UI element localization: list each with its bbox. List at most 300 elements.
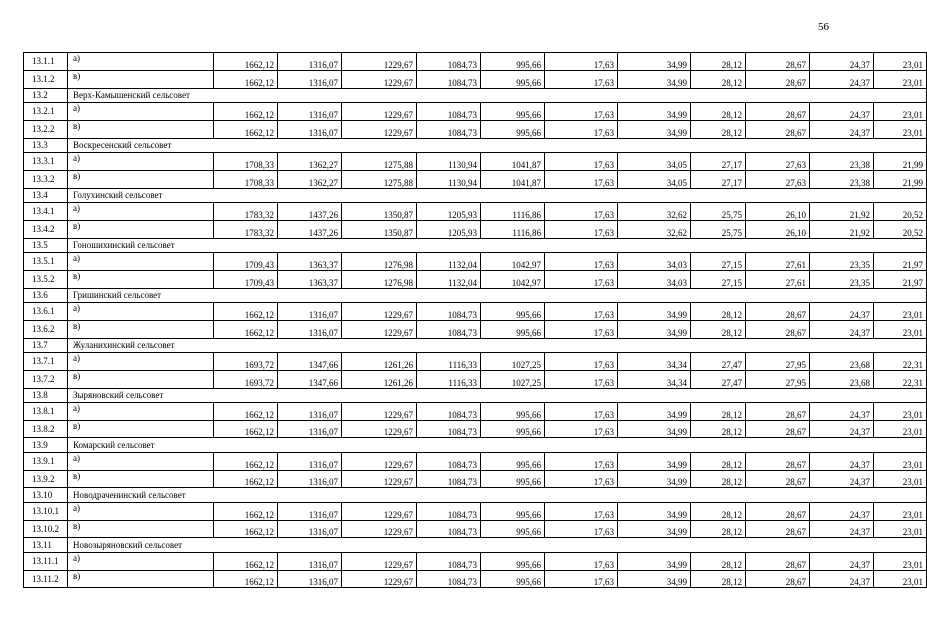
value-cell: 28,12 (691, 552, 746, 570)
value-cell: 26,10 (746, 220, 810, 238)
value-cell: 27,17 (691, 170, 746, 188)
value-cell: 1084,73 (417, 302, 481, 320)
value-cell: 1084,73 (417, 102, 481, 120)
section-title: Зыряновский сельсовет (68, 388, 927, 402)
row-code: 13.10.2 (24, 520, 68, 538)
section-title: Новозыряновский сельсовет (68, 538, 927, 552)
value-cell: 22,31 (874, 352, 927, 370)
value-cell: 1229,67 (342, 320, 417, 338)
row-code: 13.2.1 (24, 102, 68, 120)
value-cell: 995,66 (481, 102, 545, 120)
value-cell: 1084,73 (417, 470, 481, 488)
value-cell: 34,05 (618, 152, 691, 170)
value-cell: 20,52 (874, 220, 927, 238)
section-title: Жуланихинский сельсовет (68, 338, 927, 352)
value-cell: 28,12 (691, 420, 746, 438)
row-code: 13.9.1 (24, 452, 68, 470)
value-cell: 28,67 (746, 552, 810, 570)
value-cell: 28,67 (746, 120, 810, 138)
value-cell: 24,37 (810, 552, 874, 570)
value-cell: 1662,12 (214, 470, 278, 488)
value-cell: 26,10 (746, 202, 810, 220)
value-cell: 34,99 (618, 302, 691, 320)
row-label: в) (68, 420, 214, 438)
section-title: Голухинский сельсовет (68, 188, 927, 202)
value-cell: 23,68 (810, 370, 874, 388)
value-cell: 1316,07 (278, 420, 342, 438)
value-cell: 1116,33 (417, 370, 481, 388)
row-code: 13.4.1 (24, 202, 68, 220)
section-row (24, 88, 927, 102)
section-row (24, 288, 927, 302)
value-cell: 1693,72 (214, 352, 278, 370)
value-cell: 34,99 (618, 102, 691, 120)
value-cell: 1084,73 (417, 402, 481, 420)
row-label: в) (68, 570, 214, 588)
value-cell: 23,01 (874, 452, 927, 470)
value-cell: 32,62 (618, 202, 691, 220)
value-cell: 17,63 (545, 570, 618, 588)
table-row (24, 170, 927, 188)
value-cell: 1316,07 (278, 552, 342, 570)
value-cell: 34,05 (618, 170, 691, 188)
value-cell: 23,01 (874, 552, 927, 570)
table-row (24, 502, 927, 520)
value-cell: 22,31 (874, 370, 927, 388)
value-cell: 1229,67 (342, 420, 417, 438)
value-cell: 1130,94 (417, 170, 481, 188)
value-cell: 1316,07 (278, 320, 342, 338)
value-cell: 24,37 (810, 520, 874, 538)
value-cell: 34,99 (618, 452, 691, 470)
value-cell: 17,63 (545, 520, 618, 538)
row-code: 13.1.1 (24, 53, 68, 71)
table-row (24, 270, 927, 288)
value-cell: 1662,12 (214, 120, 278, 138)
row-code: 13.8.1 (24, 402, 68, 420)
value-cell: 28,12 (691, 570, 746, 588)
value-cell: 1316,07 (278, 302, 342, 320)
value-cell: 28,67 (746, 420, 810, 438)
value-cell: 1261,26 (342, 352, 417, 370)
value-cell: 23,01 (874, 102, 927, 120)
value-cell: 1662,12 (214, 320, 278, 338)
value-cell: 1316,07 (278, 70, 342, 88)
value-cell: 1662,12 (214, 502, 278, 520)
value-cell: 995,66 (481, 53, 545, 71)
row-code: 13.7.1 (24, 352, 68, 370)
section-title: Новодраченинский сельсовет (68, 488, 927, 502)
value-cell: 1261,26 (342, 370, 417, 388)
value-cell: 28,12 (691, 70, 746, 88)
value-cell: 21,92 (810, 202, 874, 220)
value-cell: 28,67 (746, 70, 810, 88)
value-cell: 17,63 (545, 302, 618, 320)
value-cell: 1662,12 (214, 53, 278, 71)
row-code: 13.11 (24, 538, 68, 552)
value-cell: 23,68 (810, 352, 874, 370)
section-title: Воскресенский сельсовет (68, 138, 927, 152)
value-cell: 34,99 (618, 470, 691, 488)
value-cell: 1084,73 (417, 520, 481, 538)
value-cell: 1662,12 (214, 552, 278, 570)
value-cell: 1229,67 (342, 102, 417, 120)
value-cell: 1229,67 (342, 53, 417, 71)
value-cell: 1316,07 (278, 520, 342, 538)
table-row (24, 53, 927, 71)
value-cell: 995,66 (481, 70, 545, 88)
value-cell: 1132,04 (417, 270, 481, 288)
section-row (24, 188, 927, 202)
value-cell: 24,37 (810, 420, 874, 438)
row-code: 13.6.2 (24, 320, 68, 338)
value-cell: 23,35 (810, 270, 874, 288)
value-cell: 1350,87 (342, 220, 417, 238)
value-cell: 24,37 (810, 70, 874, 88)
row-code: 13.3 (24, 138, 68, 152)
value-cell: 34,99 (618, 320, 691, 338)
row-label: а) (68, 302, 214, 320)
value-cell: 1205,93 (417, 220, 481, 238)
value-cell: 24,37 (810, 120, 874, 138)
value-cell: 23,01 (874, 420, 927, 438)
table-row (24, 570, 927, 588)
value-cell: 21,99 (874, 170, 927, 188)
value-cell: 23,01 (874, 502, 927, 520)
value-cell: 34,99 (618, 520, 691, 538)
value-cell: 1084,73 (417, 502, 481, 520)
section-row (24, 538, 927, 552)
value-cell: 995,66 (481, 120, 545, 138)
value-cell: 17,63 (545, 202, 618, 220)
value-cell: 34,99 (618, 70, 691, 88)
value-cell: 1709,43 (214, 252, 278, 270)
value-cell: 28,12 (691, 120, 746, 138)
value-cell: 24,37 (810, 302, 874, 320)
table-row (24, 520, 927, 538)
value-cell: 27,63 (746, 152, 810, 170)
value-cell: 23,01 (874, 570, 927, 588)
value-cell: 24,37 (810, 402, 874, 420)
section-row (24, 138, 927, 152)
value-cell: 1084,73 (417, 320, 481, 338)
row-code: 13.8.2 (24, 420, 68, 438)
value-cell: 34,99 (618, 420, 691, 438)
value-cell: 17,63 (545, 120, 618, 138)
value-cell: 1316,07 (278, 102, 342, 120)
row-label: в) (68, 520, 214, 538)
value-cell: 34,99 (618, 120, 691, 138)
value-cell: 995,66 (481, 402, 545, 420)
value-cell: 17,63 (545, 170, 618, 188)
table-row (24, 302, 927, 320)
value-cell: 1229,67 (342, 570, 417, 588)
value-cell: 1116,33 (417, 352, 481, 370)
value-cell: 995,66 (481, 452, 545, 470)
value-cell: 1229,67 (342, 302, 417, 320)
value-cell: 17,63 (545, 252, 618, 270)
value-cell: 17,63 (545, 70, 618, 88)
value-cell: 17,63 (545, 102, 618, 120)
value-cell: 24,37 (810, 570, 874, 588)
value-cell: 1275,88 (342, 152, 417, 170)
value-cell: 1693,72 (214, 370, 278, 388)
row-code: 13.7 (24, 338, 68, 352)
value-cell: 1041,87 (481, 170, 545, 188)
value-cell: 995,66 (481, 320, 545, 338)
row-code: 13.6.1 (24, 302, 68, 320)
row-label: в) (68, 170, 214, 188)
value-cell: 23,01 (874, 520, 927, 538)
value-cell: 1362,27 (278, 170, 342, 188)
row-label: а) (68, 452, 214, 470)
tariff-table (23, 52, 927, 588)
value-cell: 28,67 (746, 520, 810, 538)
table-row (24, 120, 927, 138)
value-cell: 23,01 (874, 320, 927, 338)
value-cell: 1362,27 (278, 152, 342, 170)
value-cell: 27,61 (746, 252, 810, 270)
row-label: в) (68, 270, 214, 288)
value-cell: 1316,07 (278, 402, 342, 420)
value-cell: 1205,93 (417, 202, 481, 220)
value-cell: 34,99 (618, 570, 691, 588)
value-cell: 17,63 (545, 552, 618, 570)
table-row (24, 102, 927, 120)
row-code: 13.11.1 (24, 552, 68, 570)
table-body (24, 53, 927, 588)
table-row (24, 70, 927, 88)
value-cell: 1662,12 (214, 520, 278, 538)
value-cell: 1316,07 (278, 502, 342, 520)
value-cell: 27,17 (691, 152, 746, 170)
value-cell: 1316,07 (278, 53, 342, 71)
value-cell: 1662,12 (214, 302, 278, 320)
value-cell: 1084,73 (417, 53, 481, 71)
row-code: 13.2.2 (24, 120, 68, 138)
section-row (24, 488, 927, 502)
value-cell: 1363,37 (278, 270, 342, 288)
value-cell: 27,15 (691, 270, 746, 288)
value-cell: 1116,86 (481, 202, 545, 220)
value-cell: 23,01 (874, 302, 927, 320)
value-cell: 28,12 (691, 302, 746, 320)
value-cell: 23,01 (874, 402, 927, 420)
value-cell: 28,67 (746, 470, 810, 488)
section-row (24, 438, 927, 452)
value-cell: 1316,07 (278, 120, 342, 138)
value-cell: 28,12 (691, 320, 746, 338)
row-label: а) (68, 152, 214, 170)
value-cell: 17,63 (545, 270, 618, 288)
value-cell: 1662,12 (214, 102, 278, 120)
value-cell: 1347,66 (278, 370, 342, 388)
value-cell: 17,63 (545, 370, 618, 388)
value-cell: 28,12 (691, 402, 746, 420)
table-row (24, 420, 927, 438)
value-cell: 28,67 (746, 320, 810, 338)
value-cell: 27,47 (691, 352, 746, 370)
row-label: а) (68, 352, 214, 370)
value-cell: 1084,73 (417, 552, 481, 570)
row-label: в) (68, 220, 214, 238)
table-row (24, 252, 927, 270)
value-cell: 1132,04 (417, 252, 481, 270)
value-cell: 1229,67 (342, 452, 417, 470)
value-cell: 23,01 (874, 470, 927, 488)
value-cell: 24,37 (810, 470, 874, 488)
value-cell: 28,67 (746, 502, 810, 520)
value-cell: 1708,33 (214, 152, 278, 170)
value-cell: 27,61 (746, 270, 810, 288)
value-cell: 17,63 (545, 320, 618, 338)
value-cell: 28,67 (746, 452, 810, 470)
value-cell: 1316,07 (278, 570, 342, 588)
value-cell: 1662,12 (214, 70, 278, 88)
table-row (24, 152, 927, 170)
value-cell: 28,12 (691, 502, 746, 520)
value-cell: 1709,43 (214, 270, 278, 288)
row-code: 13.9.2 (24, 470, 68, 488)
row-label: в) (68, 370, 214, 388)
value-cell: 28,67 (746, 402, 810, 420)
value-cell: 28,67 (746, 302, 810, 320)
value-cell: 1316,07 (278, 452, 342, 470)
section-title: Комарский сельсовет (68, 438, 927, 452)
row-label: а) (68, 252, 214, 270)
value-cell: 1041,87 (481, 152, 545, 170)
value-cell: 17,63 (545, 452, 618, 470)
section-title: Гришинский сельсовет (68, 288, 927, 302)
value-cell: 995,66 (481, 420, 545, 438)
table-row (24, 320, 927, 338)
value-cell: 17,63 (545, 352, 618, 370)
row-label: в) (68, 470, 214, 488)
row-code: 13.5 (24, 238, 68, 252)
value-cell: 1027,25 (481, 352, 545, 370)
value-cell: 995,66 (481, 552, 545, 570)
table-row (24, 202, 927, 220)
table-row (24, 220, 927, 238)
value-cell: 28,12 (691, 452, 746, 470)
row-label: в) (68, 320, 214, 338)
value-cell: 1662,12 (214, 420, 278, 438)
value-cell: 24,37 (810, 102, 874, 120)
value-cell: 34,34 (618, 370, 691, 388)
value-cell: 28,67 (746, 53, 810, 71)
value-cell: 1042,97 (481, 270, 545, 288)
value-cell: 995,66 (481, 502, 545, 520)
value-cell: 21,97 (874, 252, 927, 270)
value-cell: 1363,37 (278, 252, 342, 270)
value-cell: 17,63 (545, 470, 618, 488)
value-cell: 27,95 (746, 370, 810, 388)
value-cell: 21,97 (874, 270, 927, 288)
row-label: а) (68, 552, 214, 570)
value-cell: 1708,33 (214, 170, 278, 188)
value-cell: 17,63 (545, 53, 618, 71)
value-cell: 17,63 (545, 220, 618, 238)
value-cell: 1437,26 (278, 220, 342, 238)
value-cell: 23,01 (874, 53, 927, 71)
value-cell: 27,63 (746, 170, 810, 188)
value-cell: 23,38 (810, 170, 874, 188)
row-code: 13.3.2 (24, 170, 68, 188)
value-cell: 34,34 (618, 352, 691, 370)
value-cell: 1437,26 (278, 202, 342, 220)
value-cell: 1229,67 (342, 470, 417, 488)
value-cell: 1084,73 (417, 420, 481, 438)
value-cell: 1276,98 (342, 270, 417, 288)
value-cell: 1662,12 (214, 402, 278, 420)
value-cell: 28,12 (691, 520, 746, 538)
row-code: 13.9 (24, 438, 68, 452)
value-cell: 23,38 (810, 152, 874, 170)
value-cell: 1350,87 (342, 202, 417, 220)
row-code: 13.4 (24, 188, 68, 202)
row-label: а) (68, 102, 214, 120)
row-label: а) (68, 202, 214, 220)
value-cell: 1229,67 (342, 70, 417, 88)
value-cell: 1084,73 (417, 120, 481, 138)
value-cell: 23,35 (810, 252, 874, 270)
row-code: 13.5.1 (24, 252, 68, 270)
value-cell: 1662,12 (214, 570, 278, 588)
value-cell: 34,99 (618, 552, 691, 570)
table-row (24, 352, 927, 370)
value-cell: 24,37 (810, 320, 874, 338)
value-cell: 17,63 (545, 420, 618, 438)
value-cell: 1276,98 (342, 252, 417, 270)
row-code: 13.11.2 (24, 570, 68, 588)
value-cell: 1042,97 (481, 252, 545, 270)
row-code: 13.10.1 (24, 502, 68, 520)
value-cell: 995,66 (481, 302, 545, 320)
value-cell: 995,66 (481, 520, 545, 538)
value-cell: 1084,73 (417, 570, 481, 588)
value-cell: 27,47 (691, 370, 746, 388)
row-code: 13.8 (24, 388, 68, 402)
value-cell: 28,67 (746, 102, 810, 120)
table-row (24, 452, 927, 470)
row-code: 13.2 (24, 88, 68, 102)
row-code: 13.5.2 (24, 270, 68, 288)
value-cell: 17,63 (545, 502, 618, 520)
value-cell: 20,52 (874, 202, 927, 220)
value-cell: 1084,73 (417, 70, 481, 88)
value-cell: 34,99 (618, 502, 691, 520)
value-cell: 27,95 (746, 352, 810, 370)
value-cell: 24,37 (810, 452, 874, 470)
value-cell: 25,75 (691, 202, 746, 220)
value-cell: 995,66 (481, 570, 545, 588)
page-number: 56 (818, 21, 829, 33)
value-cell: 34,99 (618, 402, 691, 420)
row-label: в) (68, 70, 214, 88)
row-code: 13.4.2 (24, 220, 68, 238)
row-code: 13.10 (24, 488, 68, 502)
table-row (24, 402, 927, 420)
value-cell: 24,37 (810, 502, 874, 520)
value-cell: 34,03 (618, 252, 691, 270)
value-cell: 1662,12 (214, 452, 278, 470)
value-cell: 17,63 (545, 152, 618, 170)
value-cell: 995,66 (481, 470, 545, 488)
row-code: 13.1.2 (24, 70, 68, 88)
value-cell: 28,67 (746, 570, 810, 588)
row-label: в) (68, 120, 214, 138)
value-cell: 25,75 (691, 220, 746, 238)
